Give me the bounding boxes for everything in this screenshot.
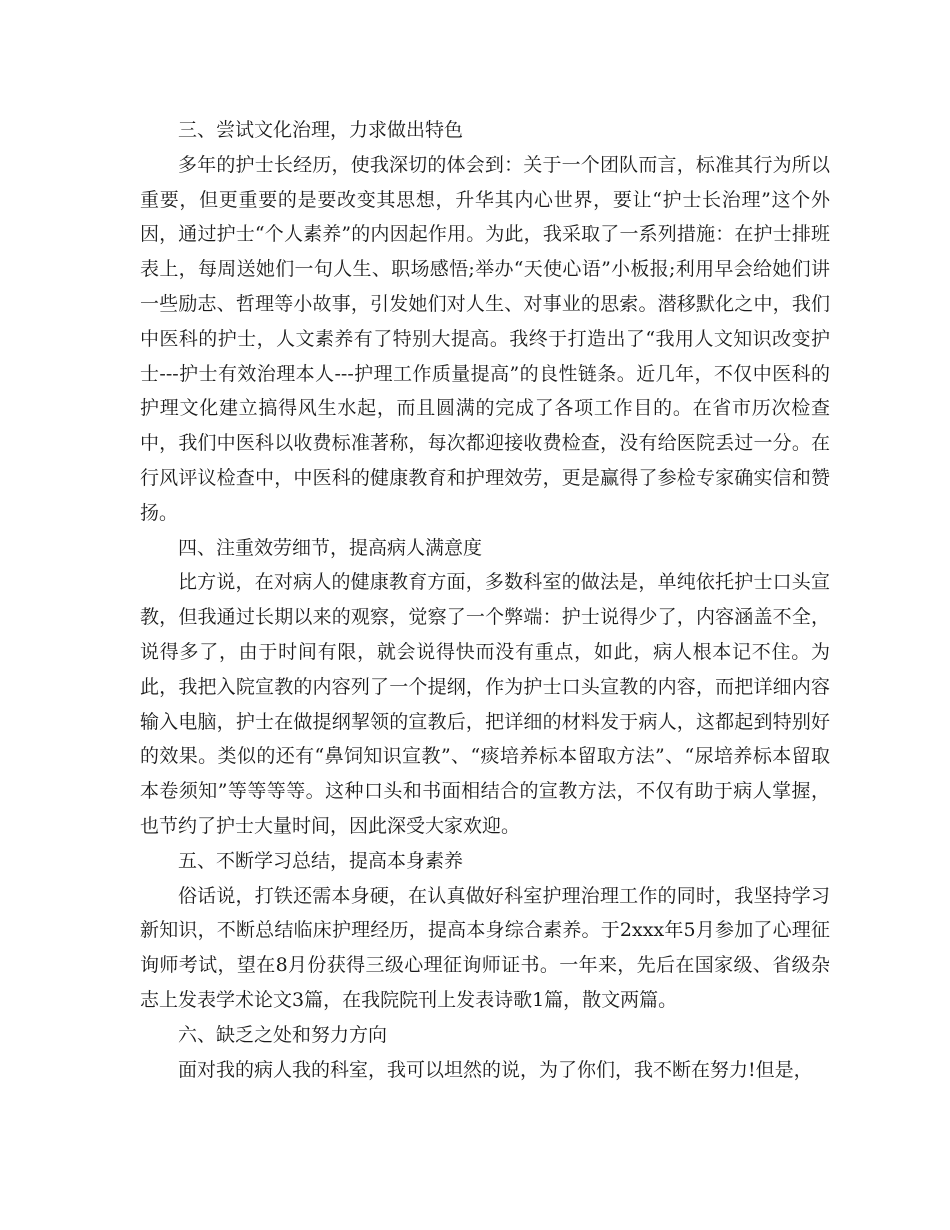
section-heading-5: 五、不断学习总结，提高本身素养	[178, 849, 464, 872]
section-paragraph-4: 比方说，在对病人的健康教育方面，多数科室的做法是，单纯依托护士口头宣教，但我通过长期以来的观察，觉察了一个弊端：护士说得少了，内容涵盖不全，说得多了，由于时间有限，就会说得快而没有重点，如此，病人根本记不住。为此，我把入院宣教的内容列了一个提纲，作为护士口头宣教的内容，而把详细内容输入电脑，护士在做提纲挈领的宣教后，把详细的材料发于病人，这都起到特别好的效果。类似的还有“鼻饲知识宣教”、“痰培养标本留取方法”、“尿培养标本留取本卷须知”等等等等。这种口头和书面相结合的宣教方法，不仅有助于病人掌握，也节约了护士大量时间，因此深受大家欢迎。	[140, 571, 830, 837]
section-paragraph-5: 俗话说，打铁还需本身硬，在认真做好科室护理治理工作的同时，我坚持学习新知识，不断总结临床护理经历，提高本身综合素养。于2xxx年5月参加了心理征询师考试，望在8月份获得三级心理征询师证书。一年来，先后在国家级、省级杂志上发表学术论文3篇，在我院院刊上发表诗歌1篇，散文两篇。	[140, 884, 830, 1011]
section-paragraph-3: 多年的护士长经历，使我深切的体会到：关于一个团队而言，标准其行为所以重要，但更重要的是要改变其思想，升华其内心世界，要让“护士长治理”这个外因，通过护士“个人素养”的内因起作用。为此，我采取了一系列措施：在护士排班表上，每周送她们一句人生、职场感悟;举办“天使心语”小板报;利用早会给她们讲一些励志、哲理等小故事，引发她们对人生、对事业的思索。潜移默化之中，我们中医科的护士，人文素养有了特别大提高。我终于打造出了“我用人文知识改变护士---护士有效治理本人---护理工作质量提高”的良性链条。近几年，不仅中医科的护理文化建立搞得风生水起，而且圆满的完成了各项工作目的。在省市历次检查中，我们中医科以收费标准著称，每次都迎接收费检查，没有给医院丢过一分。在行风评议检查中，中医科的健康教育和护理效劳，更是赢得了参检专家确实信和赞扬。	[140, 153, 830, 524]
section-paragraph-6: 面对我的病人我的科室，我可以坦然的说，为了你们，我不断在努力!但是，	[178, 1058, 813, 1081]
document-body	[140, 113, 830, 1087]
section-heading-6: 六、缺乏之处和努力方向	[178, 1023, 388, 1046]
section-heading-3: 三、尝试文化治理，力求做出特色	[178, 119, 464, 141]
section-heading-4: 四、注重效劳细节，提高病人满意度	[178, 536, 483, 559]
